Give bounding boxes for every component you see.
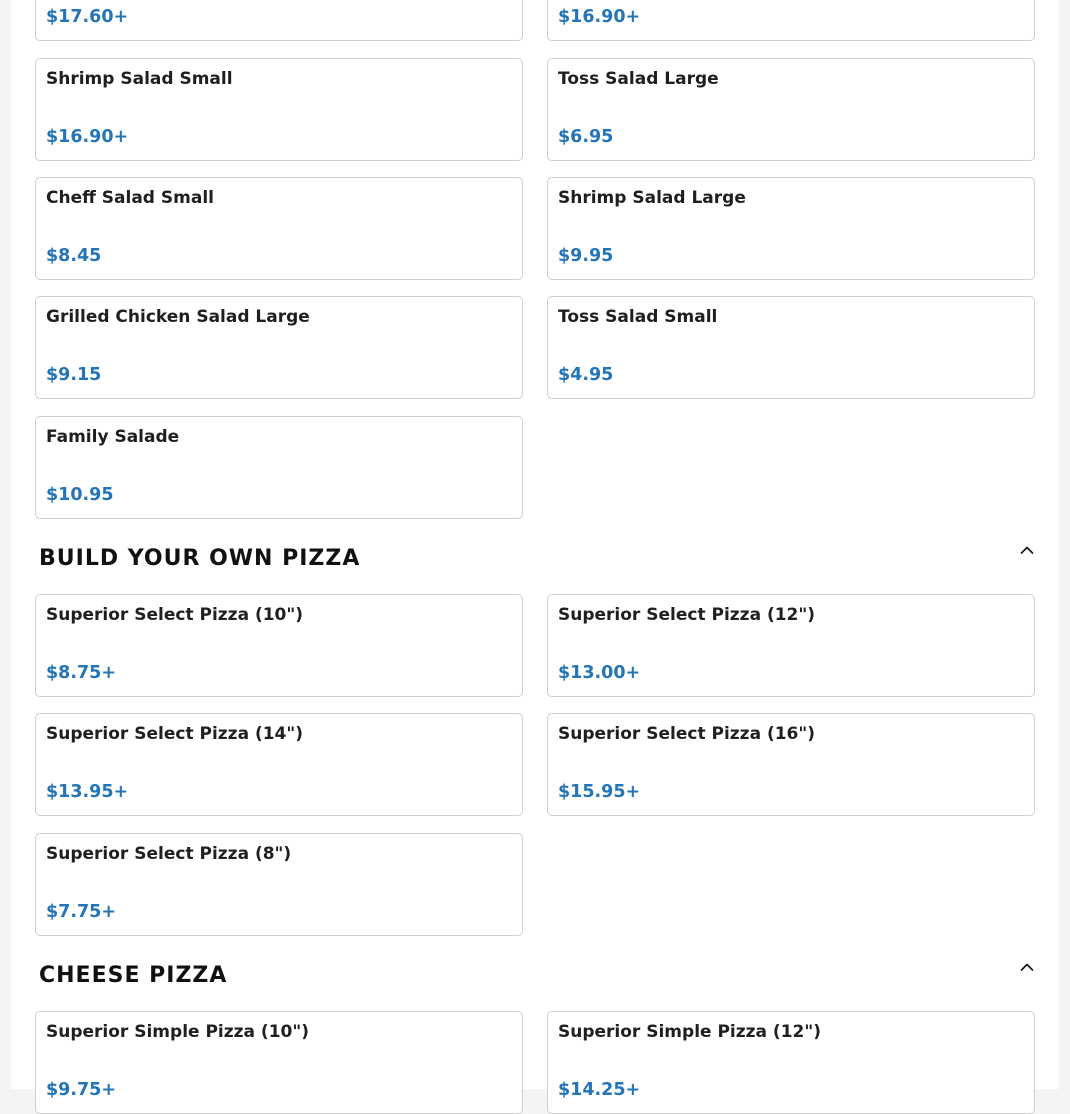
item-name: Grilled Chicken Salad Large [46,307,310,327]
item-price: $9.15 [46,365,102,385]
item-name: Cheff Salad Small [46,188,214,208]
menu-item-card[interactable] [547,594,1035,697]
item-price: $9.75+ [46,1080,117,1100]
menu-item-card[interactable] [35,1011,523,1114]
menu-item-card[interactable] [35,416,523,519]
item-price: $4.95 [558,365,614,385]
menu-page [11,0,1059,1100]
menu-item-card[interactable] [547,1011,1035,1114]
item-price: $15.95+ [558,782,641,802]
item-name: Shrimp Salad Large [558,188,746,208]
item-price: $16.90+ [558,7,641,27]
item-price: $6.95 [558,127,614,147]
item-price: $8.45 [46,246,102,266]
section-header-build-your-own-pizza[interactable] [39,542,1035,576]
menu-item-card[interactable] [547,0,1035,41]
item-price: $10.95 [46,485,114,505]
item-price: $8.75+ [46,663,117,683]
menu-item-card[interactable] [35,58,523,161]
item-name: Superior Select Pizza (8") [46,844,292,864]
item-name: Superior Select Pizza (10") [46,605,304,625]
menu-item-card[interactable] [35,296,523,399]
menu-item-card[interactable] [35,594,523,697]
chevron-up-icon[interactable] [1019,542,1035,558]
item-price: $13.00+ [558,663,641,683]
item-name: Superior Select Pizza (14") [46,724,304,744]
section-title: CHEESE PIZZA [39,963,228,988]
item-price: $9.95 [558,246,614,266]
item-name: Shrimp Salad Small [46,69,233,89]
item-name: Superior Simple Pizza (12") [558,1022,821,1042]
menu-item-card[interactable] [547,177,1035,280]
item-name: Superior Simple Pizza (10") [46,1022,309,1042]
section-title: BUILD YOUR OWN PIZZA [39,546,361,571]
section-header-cheese-pizza[interactable] [39,959,1035,993]
item-price: $14.25+ [558,1080,641,1100]
menu-item-card[interactable] [547,58,1035,161]
chevron-up-icon[interactable] [1019,959,1035,975]
item-name: Superior Select Pizza (16") [558,724,816,744]
menu-item-card[interactable] [35,713,523,816]
menu-item-card[interactable] [35,833,523,936]
menu-item-card[interactable] [35,177,523,280]
item-price: $17.60+ [46,7,129,27]
menu-item-card[interactable] [547,713,1035,816]
item-name: Superior Select Pizza (12") [558,605,816,625]
item-name: Toss Salad Small [558,307,718,327]
item-price: $16.90+ [46,127,129,147]
menu-item-card[interactable] [35,0,523,41]
item-price: $7.75+ [46,902,117,922]
item-name: Toss Salad Large [558,69,719,89]
menu-item-card[interactable] [547,296,1035,399]
item-price: $13.95+ [46,782,129,802]
item-name: Family Salade [46,427,180,447]
